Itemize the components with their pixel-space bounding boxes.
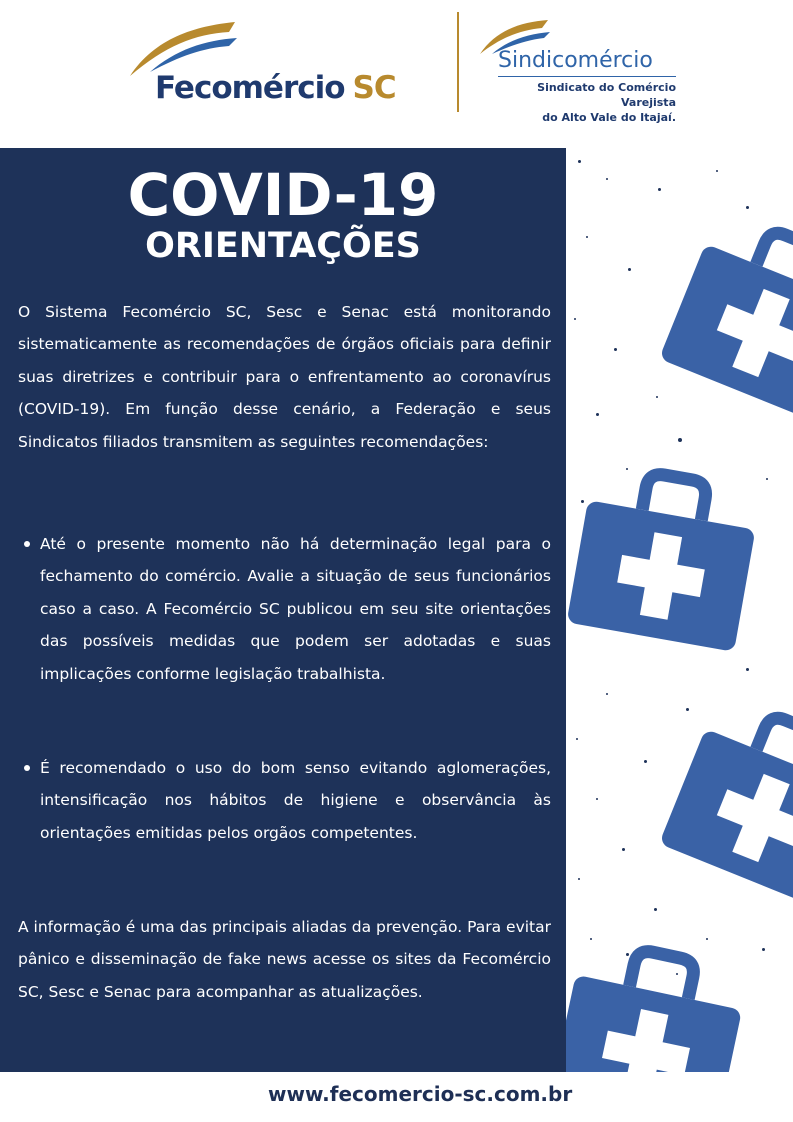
speck-decoration [574,318,576,320]
speck-decoration [678,438,682,442]
speck-decoration [656,396,658,398]
header [0,0,793,148]
footer-website-link[interactable]: www.fecomercio-sc.com.br [268,1082,573,1106]
speck-decoration [716,170,718,172]
bullet-icon [24,541,30,547]
speck-decoration [626,468,628,470]
speck-decoration [581,500,584,503]
outro-paragraph: A informação é uma das principais aliadas da prevenção. Para evitar pânico e disseminação de fake news acesse os sites da Fecomércio SC, Sesc e Senac para acompanhar as atualizações. [18,918,551,1001]
sindicomercio-subtitle-line2: do Alto Vale do Itajaí. [542,111,676,124]
speck-decoration [686,708,689,711]
sindicomercio-subtitle [498,80,676,125]
speck-decoration [586,236,588,238]
first-aid-kit-pattern [566,148,793,1072]
first-aid-kit-icon [566,938,750,1072]
fecomercio-logo [125,18,445,108]
decorative-side-panel [566,148,793,1072]
speck-decoration [676,973,678,975]
speck-decoration [746,206,749,209]
speck-decoration [628,268,631,271]
page-title: COVID-19 [127,161,439,229]
page-subtitle: ORIENTAÇÕES [145,226,421,266]
list-item-text: Até o presente momento não há determinação legal para o fechamento do comércio. Avalie a situação de seus funcionários caso a caso. A Fecomércio SC publicou em seu site orientações das possíveis medidas que podem ser adotadas e suas implicações conforme legislação trabalhista. [40,535,551,683]
speck-decoration [590,938,592,940]
sindicomercio-name: Sindicomércio [498,48,653,73]
list-item-text: É recomendado o uso do bom senso evitando aglomerações, intensificação nos hábitos de higiene e observância às orientações emitidas pelos orgãos competentes. [40,759,551,842]
speck-decoration [622,848,625,851]
speck-decoration [614,348,617,351]
speck-decoration [654,908,657,911]
fecomercio-name: Fecomércio [155,70,345,106]
first-aid-kit-icon [659,693,793,907]
sindicomercio-logo [476,18,686,124]
sindicomercio-subtitle-line1: Sindicato do Comércio Varejista [537,81,676,109]
list-item [24,528,551,724]
list-item [24,752,551,882]
speck-decoration [658,188,661,191]
speck-decoration [606,693,608,695]
speck-decoration [576,738,578,740]
first-aid-kit-icon [567,463,763,652]
speck-decoration [706,938,708,940]
speck-decoration [766,478,768,480]
speck-decoration [644,760,647,763]
fecomercio-sc: SC [352,70,396,106]
speck-decoration [746,668,749,671]
speck-decoration [606,178,608,180]
sindicomercio-underline [498,76,676,77]
intro-paragraph: O Sistema Fecomércio SC, Sesc e Senac está monitorando sistematicamente as recomendações de órgãos oficiais para definir suas diretrizes e contribuir para o enfrentamento ao coronavírus (COVID-19). Em função desse cenário, a Federação e seus Sindicatos filiados transmitem as seguintes recomendações: [18,303,551,451]
speck-decoration [596,413,599,416]
header-divider [457,12,459,112]
swoosh-icon [125,18,245,78]
speck-decoration [762,948,765,951]
speck-decoration [626,953,629,956]
first-aid-kit-icon [659,208,793,422]
speck-decoration [596,798,598,800]
speck-decoration [578,878,580,880]
bullet-icon [24,765,30,771]
speck-decoration [578,160,581,163]
